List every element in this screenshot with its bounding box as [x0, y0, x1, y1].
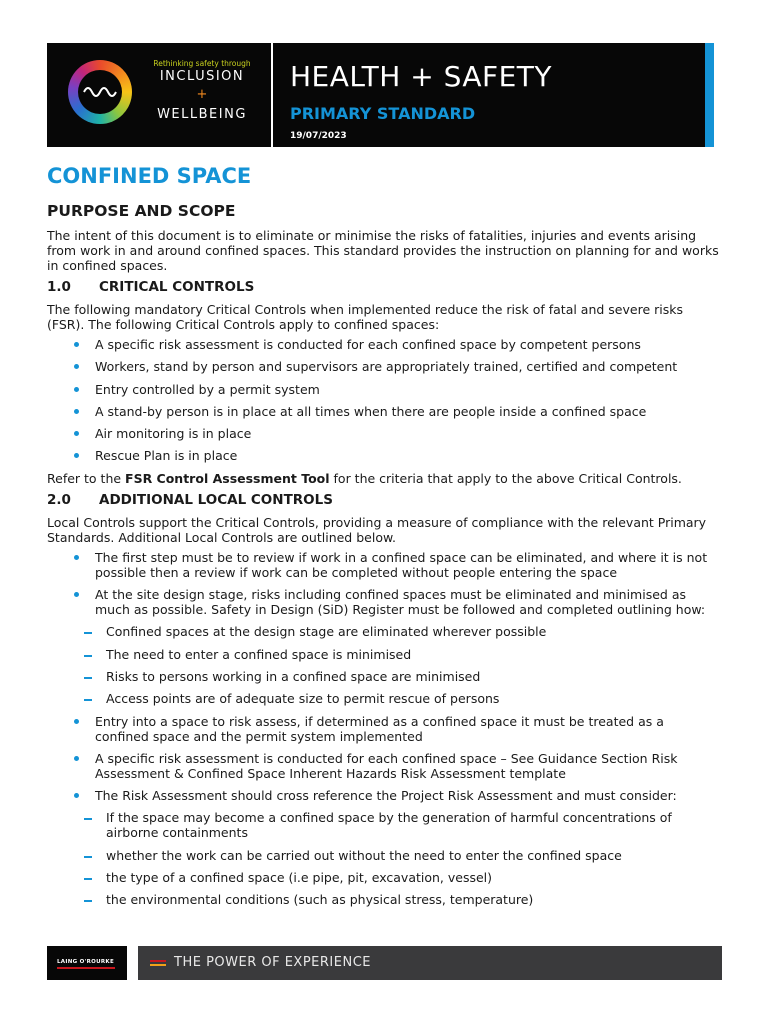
- section2-intro: Local Controls support the Critical Controls, providing a measure of compliance with the relevant Primary Standards. Additional Local Controls are outlined below.: [47, 514, 707, 545]
- refer-prefix: Refer to the: [47, 470, 126, 486]
- sub-list-item: Confined spaces at the design stage are eliminated wherever possible: [47, 624, 720, 639]
- list-item: At the site design stage, risks including confined spaces must be eliminated and minimised as much as possible. Safety in Design (SiD) Register must be followed and completed outlining how:: [47, 587, 720, 617]
- footer-slogan: THE POWER OF EXPERIENCE: [174, 955, 371, 970]
- banner-divider: [271, 43, 273, 147]
- purpose-heading: PURPOSE AND SCOPE: [47, 202, 236, 220]
- purpose-text: The intent of this document is to eliminate or minimise the risks of fatalities, injuries and events arising from work in and around confined spaces. This standard provides the instruction on planning for and works in confined spaces.: [47, 228, 719, 273]
- header-banner: [47, 43, 714, 147]
- fsr-tool-name: FSR Control Assessment Tool: [125, 470, 330, 486]
- list-item: A specific risk assessment is conducted for each confined space – See Guidance Section Risk Assessment & Confined Space Inherent Hazards Risk Assessment template: [47, 751, 720, 781]
- logo-wellbeing: WELLBEING: [157, 107, 247, 122]
- document-title: CONFINED SPACE: [47, 164, 252, 188]
- logo-plus: +: [196, 87, 208, 102]
- footer-orange-stripe: [150, 964, 166, 966]
- section2-title: ADDITIONAL LOCAL CONTROLS: [99, 491, 333, 508]
- refer-text: [47, 471, 720, 486]
- banner-accent-bar: [705, 43, 714, 147]
- refer-suffix: for the criteria that apply to the above Critical Controls.: [329, 470, 682, 486]
- section1-intro: The following mandatory Critical Controls when implemented reduce the risk of fatal and severe risks (FSR). The following Critical Controls apply to confined spaces:: [47, 302, 683, 332]
- sub-list-item: whether the work can be carried out without the need to enter the confined space: [47, 848, 720, 863]
- list-item: The Risk Assessment should cross reference the Project Risk Assessment and must consider:: [47, 788, 720, 803]
- list-item: The first step must be to review if work in a confined space can be eliminated, and where it is not possible then a review if work can be completed without people entering the space: [47, 550, 720, 580]
- section1-heading: [47, 279, 720, 296]
- list-item: Rescue Plan is in place: [47, 448, 720, 463]
- section2-heading: [47, 492, 720, 509]
- section1-title: CRITICAL CONTROLS: [99, 279, 255, 295]
- list-item: Air monitoring is in place: [47, 426, 720, 441]
- sub-list-item: Access points are of adequate size to permit rescue of persons: [47, 691, 720, 706]
- header-subtitle: PRIMARY STANDARD: [290, 104, 476, 123]
- sub-list-item: the type of a confined space (i.e pipe, pit, excavation, vessel): [47, 870, 720, 885]
- list-item: A stand-by person is in place at all times when there are people inside a confined space: [47, 404, 720, 419]
- sub-list-item: If the space may become a confined space by the generation of harmful concentrations of airborne containments: [47, 810, 720, 840]
- sub-list-item: the environmental conditions (such as physical stress, temperature): [47, 892, 720, 907]
- local-controls-list: [47, 550, 720, 908]
- sub-list-item: Risks to persons working in a confined space are minimised: [47, 669, 720, 684]
- section2-number: 2.0: [47, 491, 71, 508]
- list-item: Workers, stand by person and supervisors are appropriately trained, certified and competent: [47, 359, 720, 374]
- footer-logo-text: LAING O'ROURKE: [57, 959, 115, 965]
- footer-red-stripe: [150, 960, 166, 962]
- header-title: HEALTH + SAFETY: [290, 60, 553, 93]
- logo-inclusion: INCLUSION: [159, 69, 245, 84]
- critical-controls-list: [47, 337, 720, 463]
- inclusion-wellbeing-logo-icon: [68, 60, 132, 124]
- list-item: A specific risk assessment is conducted for each confined space by competent persons: [47, 337, 720, 352]
- section1-number: 1.0: [47, 279, 71, 295]
- sub-list-item: The need to enter a confined space is minimised: [47, 647, 720, 662]
- document-body: [47, 160, 720, 915]
- footer-logo-stripe: [57, 967, 115, 969]
- list-item: Entry controlled by a permit system: [47, 382, 720, 397]
- header-date: 19/07/2023: [290, 131, 347, 141]
- laing-orourke-logo: [47, 946, 127, 980]
- logo-tagline: Rethinking safety through: [153, 59, 251, 68]
- list-item: Entry into a space to risk assess, if determined as a confined space it must be treated as a confined space and the permit system implemented: [47, 714, 720, 744]
